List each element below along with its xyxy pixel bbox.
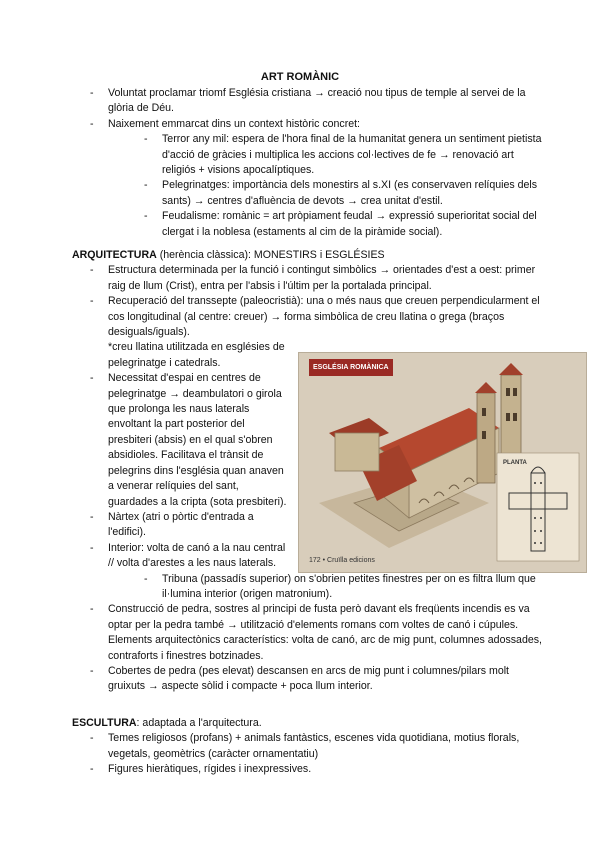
section-heading bbox=[72, 248, 542, 263]
list-item: - Pelegrinatges: importància dels monestirs al s.XI (es conservaven relíquies dels sants) → centres d'afluència de devots → crea unitat d'estil. bbox=[72, 178, 542, 209]
list-item: - Construcció de pedra, sostres al principi de fusta però davant els freqüents incendis es va optar per la pedra també → utilització d'elements romans com voltes de canó i cúpules. Elements arquitectònics característics: volta de canó, arc de mig punt, columnes adossades, contraforts i finestres botzinades. bbox=[72, 602, 542, 664]
list-item: - Necessitat d'espai en centres de pelegrinatge → deambulatori o girola que prolonga les naus laterals envoltant la part posterior del presbiteri (absis) en el qual s'obren absidioles. Facilitava el trànsit de pelegrins dins l'església quan anaven a venerar relíquies del sant, guardades a la cripta (sota presbiteri). bbox=[72, 371, 287, 510]
heading-text: (herència clàssica): MONESTIRS i ESGLÉSIES bbox=[156, 249, 385, 261]
list-item: - Interior: volta de canó a la nau central // volta d'arestes a les naus laterals. bbox=[72, 541, 287, 572]
list-item: - Nàrtex (atri o pòrtic d'entrada a l'edifici). bbox=[72, 510, 287, 541]
list-item: - Cobertes de pedra (pes elevat) descansen en arcs de mig punt i columnes/pilars molt gruixuts → aspecte sòlid i compacte + poca llum interior. bbox=[72, 664, 542, 695]
church-illustration bbox=[298, 352, 587, 573]
figure-caption: 172 • Cruïlla edicions bbox=[309, 556, 375, 564]
list-item: - Temes religiosos (profans) + animals fantàstics, escenes vida quotidiana, motius florals, vegetals, geomètrics (caràcter ornamentatiu) bbox=[72, 731, 542, 762]
list-item: - Naixement emmarcat dins un context històric concret: bbox=[72, 117, 542, 132]
figure-title: ESGLÉSIA ROMÀNICA bbox=[309, 359, 393, 376]
list-item: - Estructura determinada per la funció i contingut simbòlics → orientades d'est a oest: primer raig de llum (Crist), entra per l'absis i l'últim per la portalada principal. bbox=[72, 263, 542, 294]
plan-label: PLANTA bbox=[503, 460, 527, 466]
note: *creu llatina utilitzada en esglésies de pelegrinatge i catedrals. bbox=[108, 341, 285, 369]
page-title: ART ROMÀNIC bbox=[260, 71, 340, 83]
church-drawing bbox=[299, 353, 586, 572]
list-item: - Tribuna (passadís superior) on s'obrien petites finestres per on es filtra llum que il·lumina interior (origen matronium). bbox=[72, 572, 542, 603]
list-item: - Figures hieràtiques, rígides i inexpressives. bbox=[72, 762, 542, 777]
list-item: - Feudalisme: romànic = art pròpiament feudal → expressió superioritat social del clergat i la noblesa (estaments al cim de la piràmide social). bbox=[72, 209, 542, 240]
list-item: - Recuperació del transsepte (paleocristià): una o més naus que creuen perpendicularment el cos longitudinal (al centre: creuer) → forma simbòlica de creu llatina o grega (braços desiguals/iguals). bbox=[72, 294, 542, 340]
heading-text: : adaptada a l'arquitectura. bbox=[136, 717, 262, 729]
list-item: - Voluntat proclamar triomf Església cristiana → creació nou tipus de temple al servei de la glòria de Déu. bbox=[72, 86, 542, 117]
escultura-section bbox=[72, 716, 542, 778]
heading-label: ARQUITECTURA bbox=[72, 249, 157, 261]
intro-section bbox=[72, 86, 542, 240]
heading-label: ESCULTURA bbox=[72, 717, 137, 729]
list-item: - Terror any mil: espera de l'hora final de la humanitat genera un sentiment pietista d'acció de gràcies i multiplica les accions col·lectives de fe → renovació art religiós + visions apocalíptiques. bbox=[72, 132, 542, 178]
section-heading bbox=[72, 716, 542, 731]
